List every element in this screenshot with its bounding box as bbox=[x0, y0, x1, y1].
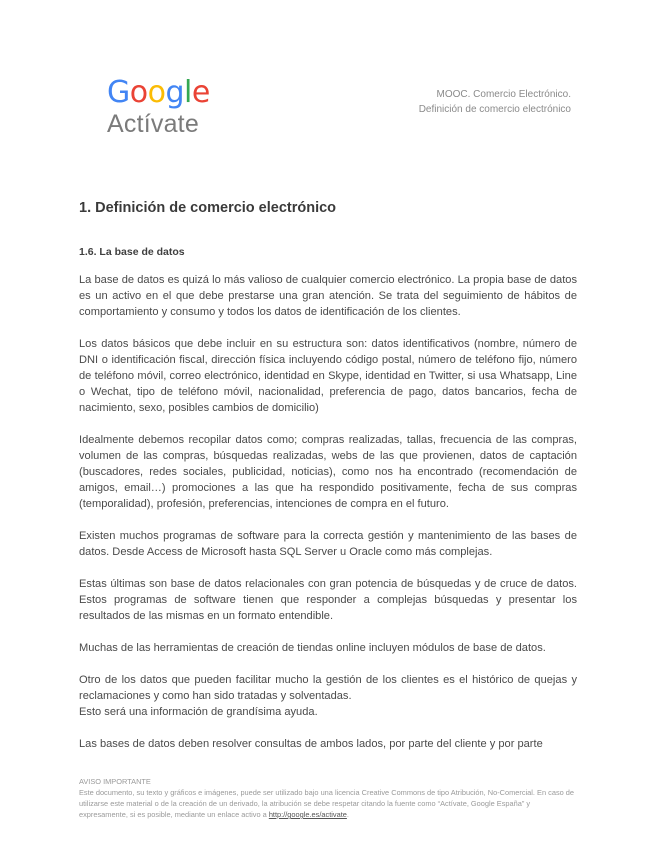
course-line-2: Definición de comercio electrónico bbox=[418, 104, 571, 115]
legal-notice-body: Este documento, su texto y gráficos e imágenes, puede ser utilizado bajo una licencia Creative Commons de tipo Atribución, No-Comercial. En caso de utilizarse este material o de la creación de un derivado, la atribución se debe respetar citando la fuente como “Actívate, Google España” y expresamente, si es posible, mediante un enlace activo a bbox=[79, 788, 575, 819]
logo-letter: g bbox=[165, 75, 185, 110]
paragraph: Las bases de datos deben resolver consultas de ambos lados, por parte del cliente y por parte bbox=[79, 738, 543, 750]
google-activate-logo bbox=[107, 76, 210, 138]
google-wordmark bbox=[107, 76, 210, 110]
activate-link[interactable]: http://google.es/activate bbox=[268, 810, 347, 819]
logo-letter: e bbox=[191, 75, 210, 110]
logo-letter: G bbox=[107, 75, 130, 110]
legal-notice-title: AVISO IMPORTANTE bbox=[79, 777, 151, 786]
paragraph: Idealmente debemos recopilar datos como; compras realizadas, tallas, frecuencia de las compras, volumen de las compras, búsquedas realizadas, webs de las que provienen, datos de captación (buscadores, redes sociales, publicidad, noticias), como nos ha encontrado (recomendación de amigos, email…) promociones a las que ha respondido positivamente, fecha de sus compras (temporalidad), profesión, preferencias, intenciones de compra en el futuro. bbox=[79, 434, 577, 510]
logo-letter: o bbox=[129, 75, 148, 110]
course-header bbox=[419, 87, 571, 117]
subsection-title: 1.6. La base de datos bbox=[79, 246, 185, 258]
legal-notice-text bbox=[79, 787, 579, 820]
document-body bbox=[79, 272, 577, 768]
logo-letter: l bbox=[184, 75, 192, 110]
paragraph: Muchas de las herramientas de creación de tiendas online incluyen módulos de base de datos. bbox=[79, 642, 546, 654]
legal-notice bbox=[79, 776, 579, 820]
paragraph: Esto será una información de grandísima ayuda. bbox=[79, 706, 318, 718]
paragraph: Los datos básicos que debe incluir en su estructura son: datos identificativos (nombre, número de DNI o identificación fiscal, dirección física incluyendo código postal, número de teléfono fijo, número de teléfono móvil, correo electrónico, identidad en Skype, identidad en Twitter, si usa Whatsapp, Line o Wechat, tipo de teléfono móvil, nacionalidad, preferencia de pago, datos bancarios, fecha de nacimiento, sexo, posibles cambios de domicilio) bbox=[79, 338, 577, 414]
paragraph: Otro de los datos que pueden facilitar mucho la gestión de los clientes es el histórico de quejas y reclamaciones y como han sido tratadas y solventadas. bbox=[79, 674, 577, 702]
paragraph: Estas últimas son base de datos relacionales con gran potencia de búsquedas y de cruce de datos. Estos programas de software tienen que responder a complejas búsquedas y presentar los resultados de las mismas en un formato entendible. bbox=[79, 578, 577, 622]
section-title: 1. Definición de comercio electrónico bbox=[79, 200, 337, 216]
paragraph: La base de datos es quizá lo más valioso de cualquier comercio electrónico. La propia base de datos es un activo en el que debe prestarse una gran atención. Se trata del seguimiento de hábitos de comportamiento y consumo y todos los datos de identificación de los clientes. bbox=[79, 274, 577, 318]
course-line-1: MOOC. Comercio Electrónico. bbox=[436, 89, 571, 100]
logo-letter: o bbox=[147, 75, 166, 110]
legal-notice-end: . bbox=[346, 810, 349, 819]
logo-subtitle: Actívate bbox=[107, 110, 199, 138]
paragraph: Existen muchos programas de software para la correcta gestión y mantenimiento de las bases de datos. Desde Access de Microsoft hasta SQL Server u Oracle como más complejas. bbox=[79, 530, 577, 558]
